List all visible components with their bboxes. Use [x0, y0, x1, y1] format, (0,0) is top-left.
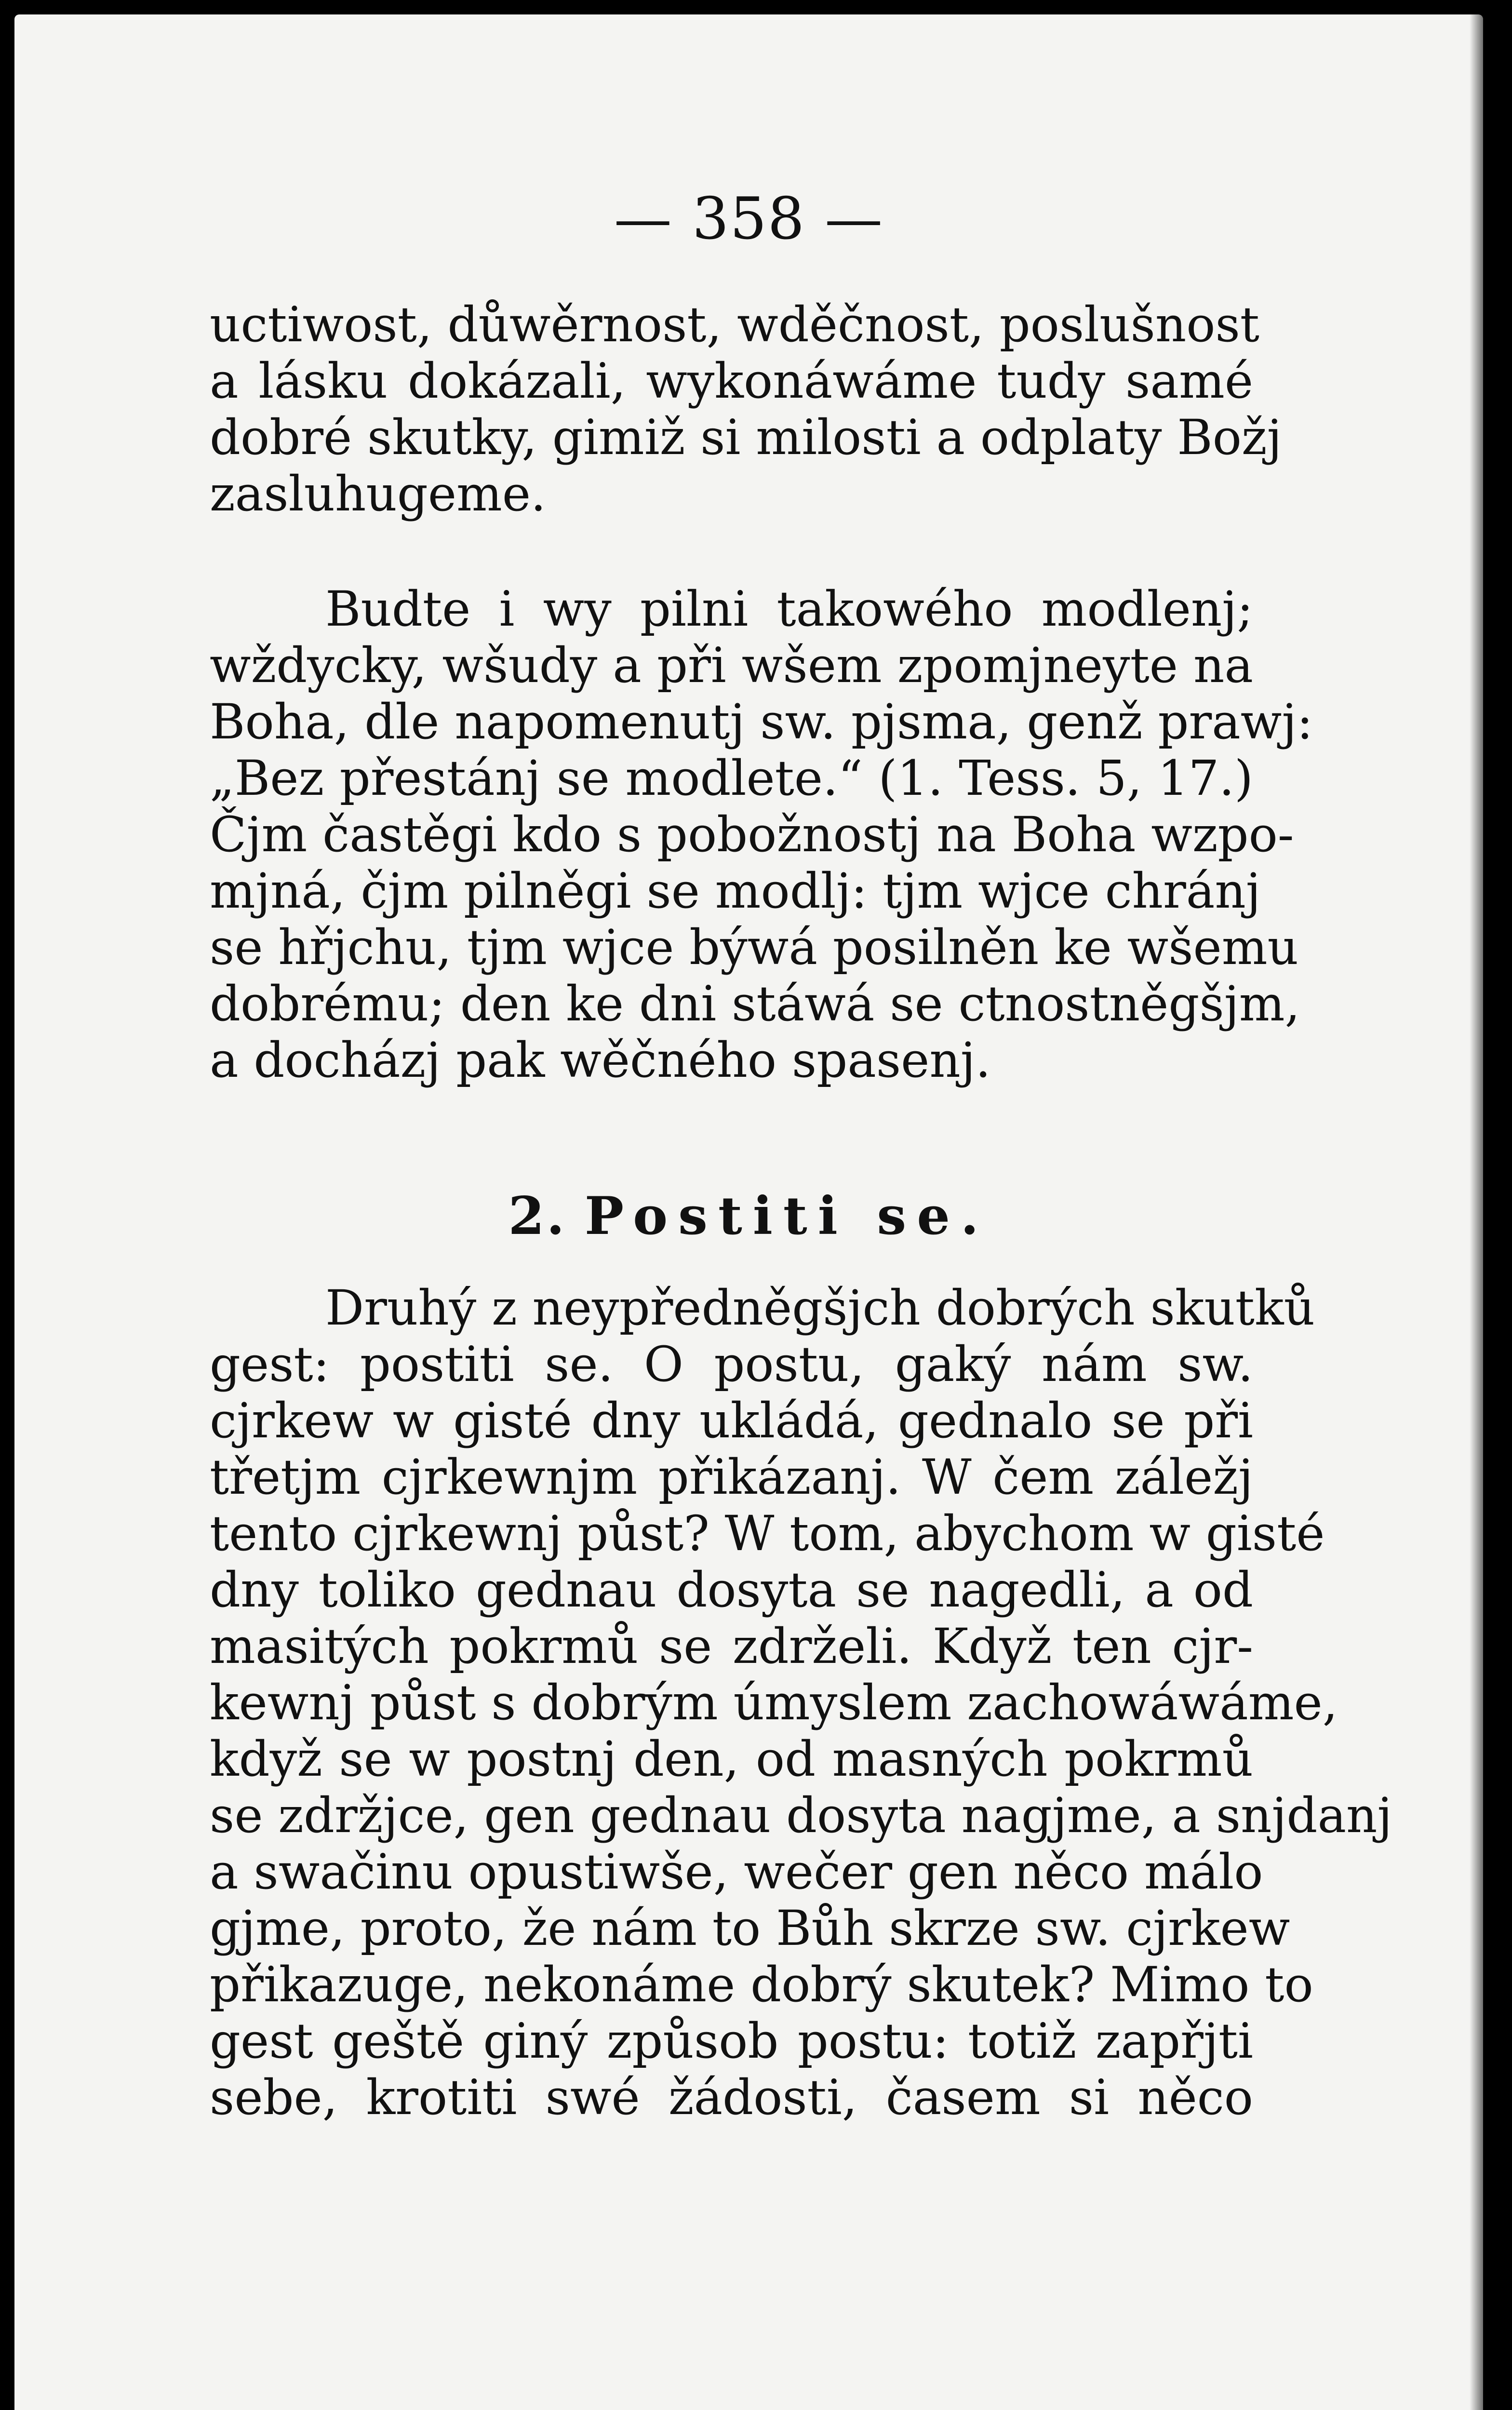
text-line: zasluhugeme.: [210, 466, 546, 522]
text-line: mjná, čjm pilněgi se modlj: tjm wjce chránj: [210, 863, 1261, 919]
text-line: gest: postiti se. O postu, gaký nám sw.: [210, 1336, 1253, 1392]
paragraph-3: [210, 1280, 1392, 2126]
text-line: cjrkew w gisté dny ukládá, gednalo se při: [210, 1392, 1253, 1449]
book-page: [14, 14, 1483, 2410]
text-line: „Bez přestánj se modlete.“ (1. Tess. 5, 17.): [210, 750, 1253, 806]
text-line: dobré skutky, gimiž si milosti a odplaty Božj: [210, 409, 1282, 466]
text-line: sebe, krotiti swé žádosti, časem si něco: [210, 2069, 1253, 2126]
text-line: kewnj půst s dobrým úmyslem zachowáwáme,: [210, 1674, 1338, 1731]
section-heading: [14, 1186, 1483, 1246]
text-line: gjme, proto, že nám to Bůh skrze sw. cjrkew: [210, 1900, 1290, 1956]
text-line: a docházj pak wěčného spasenj.: [210, 1032, 991, 1088]
section-title: Postiti se.: [584, 1186, 990, 1246]
text-line: gest geště giný způsob postu: totiž zapřjti: [210, 2013, 1253, 2069]
text-line: dobrému; den ke dni stáwá se ctnostněgšjm,: [210, 976, 1300, 1032]
text-line: Budte i wy pilni takowého modlenj;: [325, 581, 1253, 637]
text-line: třetjm cjrkewnjm přikázanj. W čem záležj: [210, 1449, 1253, 1505]
text-line: dny toliko gednau dosyta se nagedli, a od: [210, 1562, 1253, 1618]
text-line: uctiwost, důwěrnost, wděčnost, poslušnost: [210, 296, 1259, 353]
paragraph-2: [210, 581, 1313, 1088]
section-number: 2.: [508, 1186, 567, 1246]
text-line: wždycky, wšudy a při wšem zpomjneyte na: [210, 637, 1253, 694]
text-line: Čjm častěgi kdo s pobožnostj na Boha wzpo-: [210, 806, 1294, 863]
text-line: se zdržjce, gen gednau dosyta nagjme, a snjdanj: [210, 1787, 1392, 1844]
text-line: tento cjrkewnj půst? W tom, abychom w gisté: [210, 1505, 1325, 1562]
page-number-header: — 358 —: [614, 186, 884, 253]
text-line: Druhý z neypředněgšjch dobrých skutků: [325, 1280, 1315, 1336]
text-line: se hřjchu, tjm wjce býwá posilněn ke wšemu: [210, 919, 1298, 976]
text-line: když se w postnj den, od masných pokrmů: [210, 1731, 1253, 1787]
text-line: a lásku dokázali, wykonáwáme tudy samé: [210, 353, 1253, 409]
text-line: a swačinu opustiwše, wečer gen něco málo: [210, 1844, 1263, 1900]
text-line: přikazuge, nekonáme dobrý skutek? Mimo to: [210, 1956, 1313, 2013]
text-line: masitých pokrmů se zdrželi. Když ten cjr-: [210, 1618, 1253, 1674]
text-line: Boha, dle napomenutj sw. pjsma, genž prawj:: [210, 694, 1313, 750]
paragraph-1: [210, 296, 1282, 522]
